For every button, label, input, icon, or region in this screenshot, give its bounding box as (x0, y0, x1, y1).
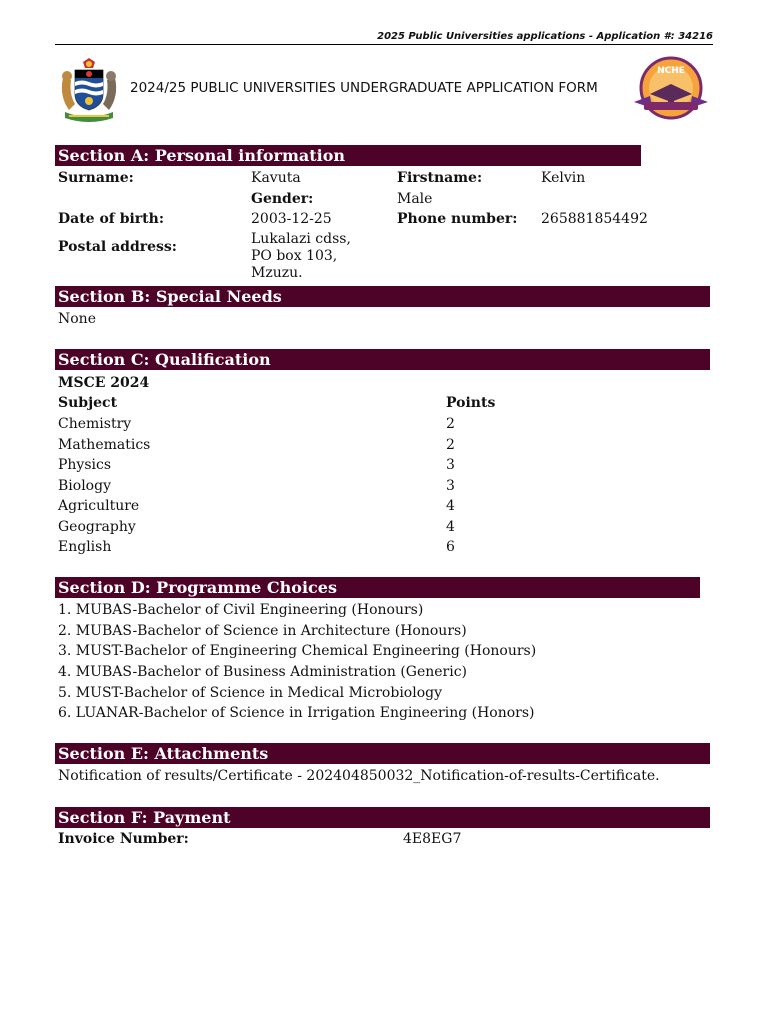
coat-of-arms-logo (57, 58, 121, 124)
subject-cell: Mathematics (58, 437, 151, 453)
postal-value: Lukalazi cdss, PO box 103, Mzuzu. (251, 231, 351, 281)
attachment-entry: Notification of results/Certificate - 202404850032_Notification-of-results-Certificate. (58, 768, 660, 784)
phone-label: Phone number: (397, 211, 518, 227)
section-a-header: Section A: Personal information (55, 145, 641, 166)
subject-cell: Geography (58, 519, 136, 535)
application-reference: 2025 Public Universities applications - Application #: 34216 (55, 30, 713, 45)
points-cell: 2 (446, 437, 455, 453)
gender-label: Gender: (251, 191, 314, 207)
section-c-header: Section C: Qualification (55, 349, 710, 370)
subject-cell: English (58, 539, 112, 555)
programme-choice: 3. MUST-Bachelor of Engineering Chemical Engineering (Honours) (58, 643, 537, 659)
special-needs-value: None (58, 311, 96, 327)
points-cell: 4 (446, 498, 455, 514)
subject-column-header: Subject (58, 395, 118, 411)
points-cell: 6 (446, 539, 455, 555)
nche-logo (630, 56, 712, 124)
gender-value: Male (397, 191, 433, 207)
programme-choice: 2. MUBAS-Bachelor of Science in Architecture (Honours) (58, 623, 467, 639)
exam-title: MSCE 2024 (58, 375, 150, 391)
firstname-label: Firstname: (397, 170, 483, 186)
programme-choice: 6. LUANAR-Bachelor of Science in Irrigation Engineering (Honors) (58, 705, 535, 721)
surname-value: Kavuta (251, 170, 301, 186)
phone-value: 265881854492 (541, 211, 648, 227)
subject-cell: Physics (58, 457, 112, 473)
section-f-header: Section F: Payment (55, 807, 710, 828)
dob-value: 2003-12-25 (251, 211, 332, 227)
firstname-value: Kelvin (541, 170, 586, 186)
form-title: 2024/25 PUBLIC UNIVERSITIES UNDERGRADUATE APPLICATION FORM (130, 80, 598, 96)
points-cell: 3 (446, 457, 455, 473)
programme-choice: 4. MUBAS-Bachelor of Business Administration (Generic) (58, 664, 468, 680)
programme-choice: 1. MUBAS-Bachelor of Civil Engineering (Honours) (58, 602, 424, 618)
postal-label: Postal address: (58, 239, 177, 255)
section-b-header: Section B: Special Needs (55, 286, 710, 307)
points-cell: 4 (446, 519, 455, 535)
section-d-header: Section D: Programme Choices (55, 577, 700, 598)
invoice-value: 4E8EG7 (403, 831, 462, 847)
svg-text:NCHE: NCHE (657, 66, 685, 76)
subject-cell: Biology (58, 478, 111, 494)
points-column-header: Points (446, 395, 496, 411)
subject-cell: Agriculture (58, 498, 140, 514)
section-e-header: Section E: Attachments (55, 743, 710, 764)
points-cell: 3 (446, 478, 455, 494)
subject-cell: Chemistry (58, 416, 132, 432)
programme-choice: 5. MUST-Bachelor of Science in Medical Microbiology (58, 685, 443, 701)
invoice-label: Invoice Number: (58, 831, 189, 847)
dob-label: Date of birth: (58, 211, 164, 227)
surname-label: Surname: (58, 170, 134, 186)
points-cell: 2 (446, 416, 455, 432)
